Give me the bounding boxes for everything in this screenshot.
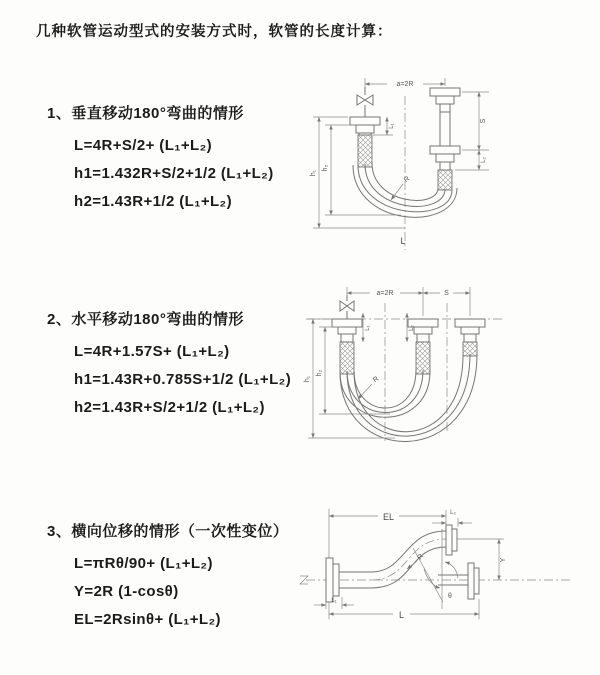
angle-label: θ [448,593,452,600]
original-position-pipe [438,563,479,599]
length-label: L [400,236,406,246]
radius-label: R [372,375,381,385]
left-fitting-flange [350,117,380,135]
dim-h1-label: h₁ [310,169,317,177]
dim-s-label: S [480,118,487,124]
dim-l2-label: L₂ [481,157,487,163]
formula-line: L=4R+S/2+ (L₁+L₂) [74,136,213,154]
valve-icon [340,295,354,319]
dim-h2-label: h₂ [322,164,329,172]
section-3-formulas [74,549,288,633]
dimension-l2 [407,313,415,342]
right-braided-section [438,170,452,190]
dimension-s [423,290,470,297]
section-2 [47,308,291,421]
formula-line: h2=1.43R+S/2+1/2 (L₁+L₂) [74,398,265,416]
dim-y-label: Y [500,557,507,563]
diagram-lateral-displacement [296,501,584,648]
radius-leader [358,375,380,399]
dimension-a-2r [365,78,445,88]
dimension-a-2r [347,287,470,316]
formula-line: L=πRθ/90+ (L₁+L₂) [74,554,213,572]
dimension-l1 [363,313,371,342]
section-2-heading: 2、水平移动180°弯曲的情形 [47,311,244,328]
diagram-horizontal-u-bend [300,281,562,453]
dimension-y [457,539,507,580]
section-1 [47,102,274,215]
middle-braided-section [416,342,430,374]
formula-line: Y=2R (1-cosθ) [74,582,179,600]
dim-l2-label: L₂ [409,325,415,331]
dimension-s [462,92,489,150]
diagram-vertical-u-bend [303,70,550,257]
dim-l-label: L [398,610,405,620]
dim-l1-label: L₁ [389,123,395,129]
page-title: 几种软管运动型式的安装方式时，软管的长度计算： [36,24,393,40]
section-3-heading: 3、横向位移的情形（一次性变位） [47,523,289,540]
right-fitting-lower-flange [430,146,460,170]
dimension-l [329,599,479,620]
formula-line: h1=1.43R+0.785S+1/2 (L₁+L₂) [74,370,292,388]
dim-a-label: a=2R [396,81,414,88]
dimension-l1 [314,597,354,609]
dim-a-label: a=2R [376,290,394,297]
dim-l1-label: L₁ [365,325,371,331]
right-fitting-flange [455,319,485,342]
dim-l1-label: L₁ [331,598,337,604]
section-1-formulas [74,131,274,215]
left-braided-section [340,342,354,374]
section-3 [47,520,288,633]
radius-label: R [416,552,426,562]
displaced-flange [446,525,457,555]
dim-l2-label: L₂ [450,510,456,516]
section-1-heading: 1、垂直移动180°弯曲的情形 [47,105,244,122]
valve-icon [357,87,373,117]
dimension-l2 [432,510,472,527]
dim-h1-label: h₁ [304,375,311,383]
formula-line: h1=1.432R+S/2+1/2 (L₁+L₂) [74,164,274,182]
right-braided-section [463,342,477,356]
hose-u-bend-position-2 [340,354,477,441]
dim-s-label: S [444,290,449,297]
left-braided-section [358,135,372,167]
dimension-h1 [310,117,405,228]
radius-label: R [403,175,412,185]
formula-line: h2=1.43R+1/2 (L₁+L₂) [74,192,233,210]
section-2-formulas [74,337,291,421]
right-pipe-body [440,112,450,146]
radius-leader [391,175,411,200]
dim-h2-label: h₂ [316,369,323,377]
hose-s-curve [371,531,446,588]
dim-el-label: EL [382,512,395,522]
formula-line: L=4R+1.57S+ (L₁+L₂) [74,342,230,360]
left-fitting-flange [332,319,362,342]
right-fitting-upper-flange [430,88,460,112]
formula-line: EL=2Rsinθ+ (L₁+L₂) [74,610,221,628]
